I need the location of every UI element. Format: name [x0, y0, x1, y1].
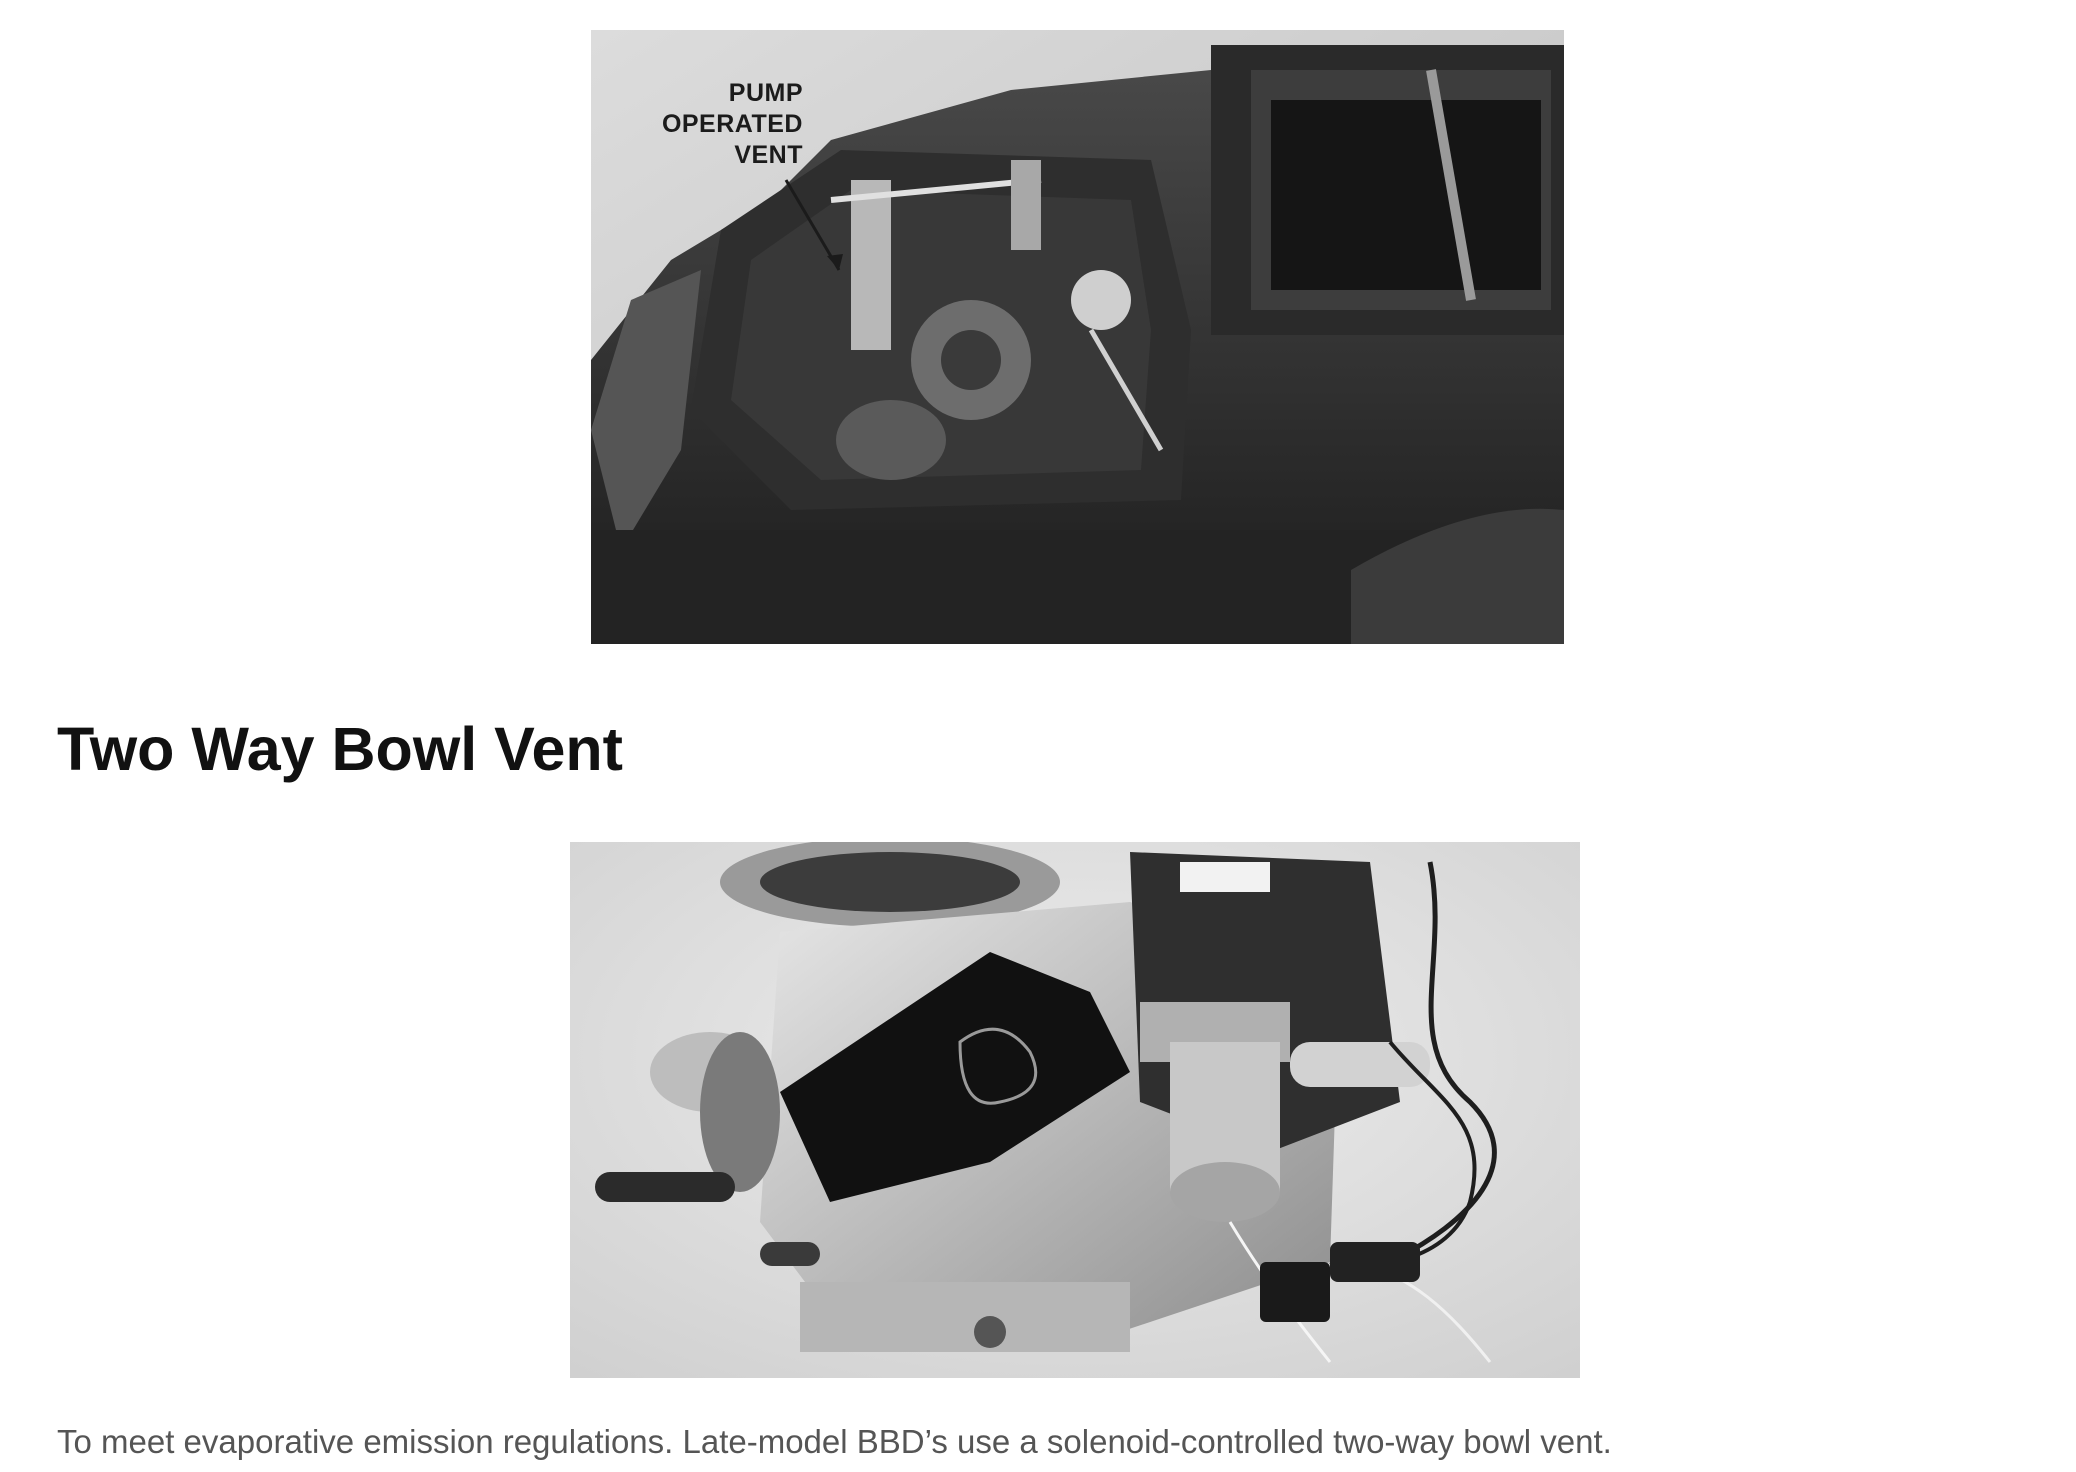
pump-operated-vent-photo — [591, 30, 1564, 644]
carburetor-solenoid-illustration — [570, 842, 1580, 1378]
body-paragraph: To meet evaporative emission regulations. Late-model BBD’s use a solenoid-controlled two-way bowl vent. — [57, 1423, 1612, 1460]
callout-line-1: PUMP — [728, 79, 803, 107]
section-heading: Two Way Bowl Vent — [57, 715, 623, 783]
pump-operated-vent-callout — [591, 78, 803, 171]
two-way-bowl-vent-photo — [570, 842, 1580, 1378]
callout-line-2: OPERATED — [661, 110, 803, 138]
callout-line-3: VENT — [734, 141, 803, 169]
